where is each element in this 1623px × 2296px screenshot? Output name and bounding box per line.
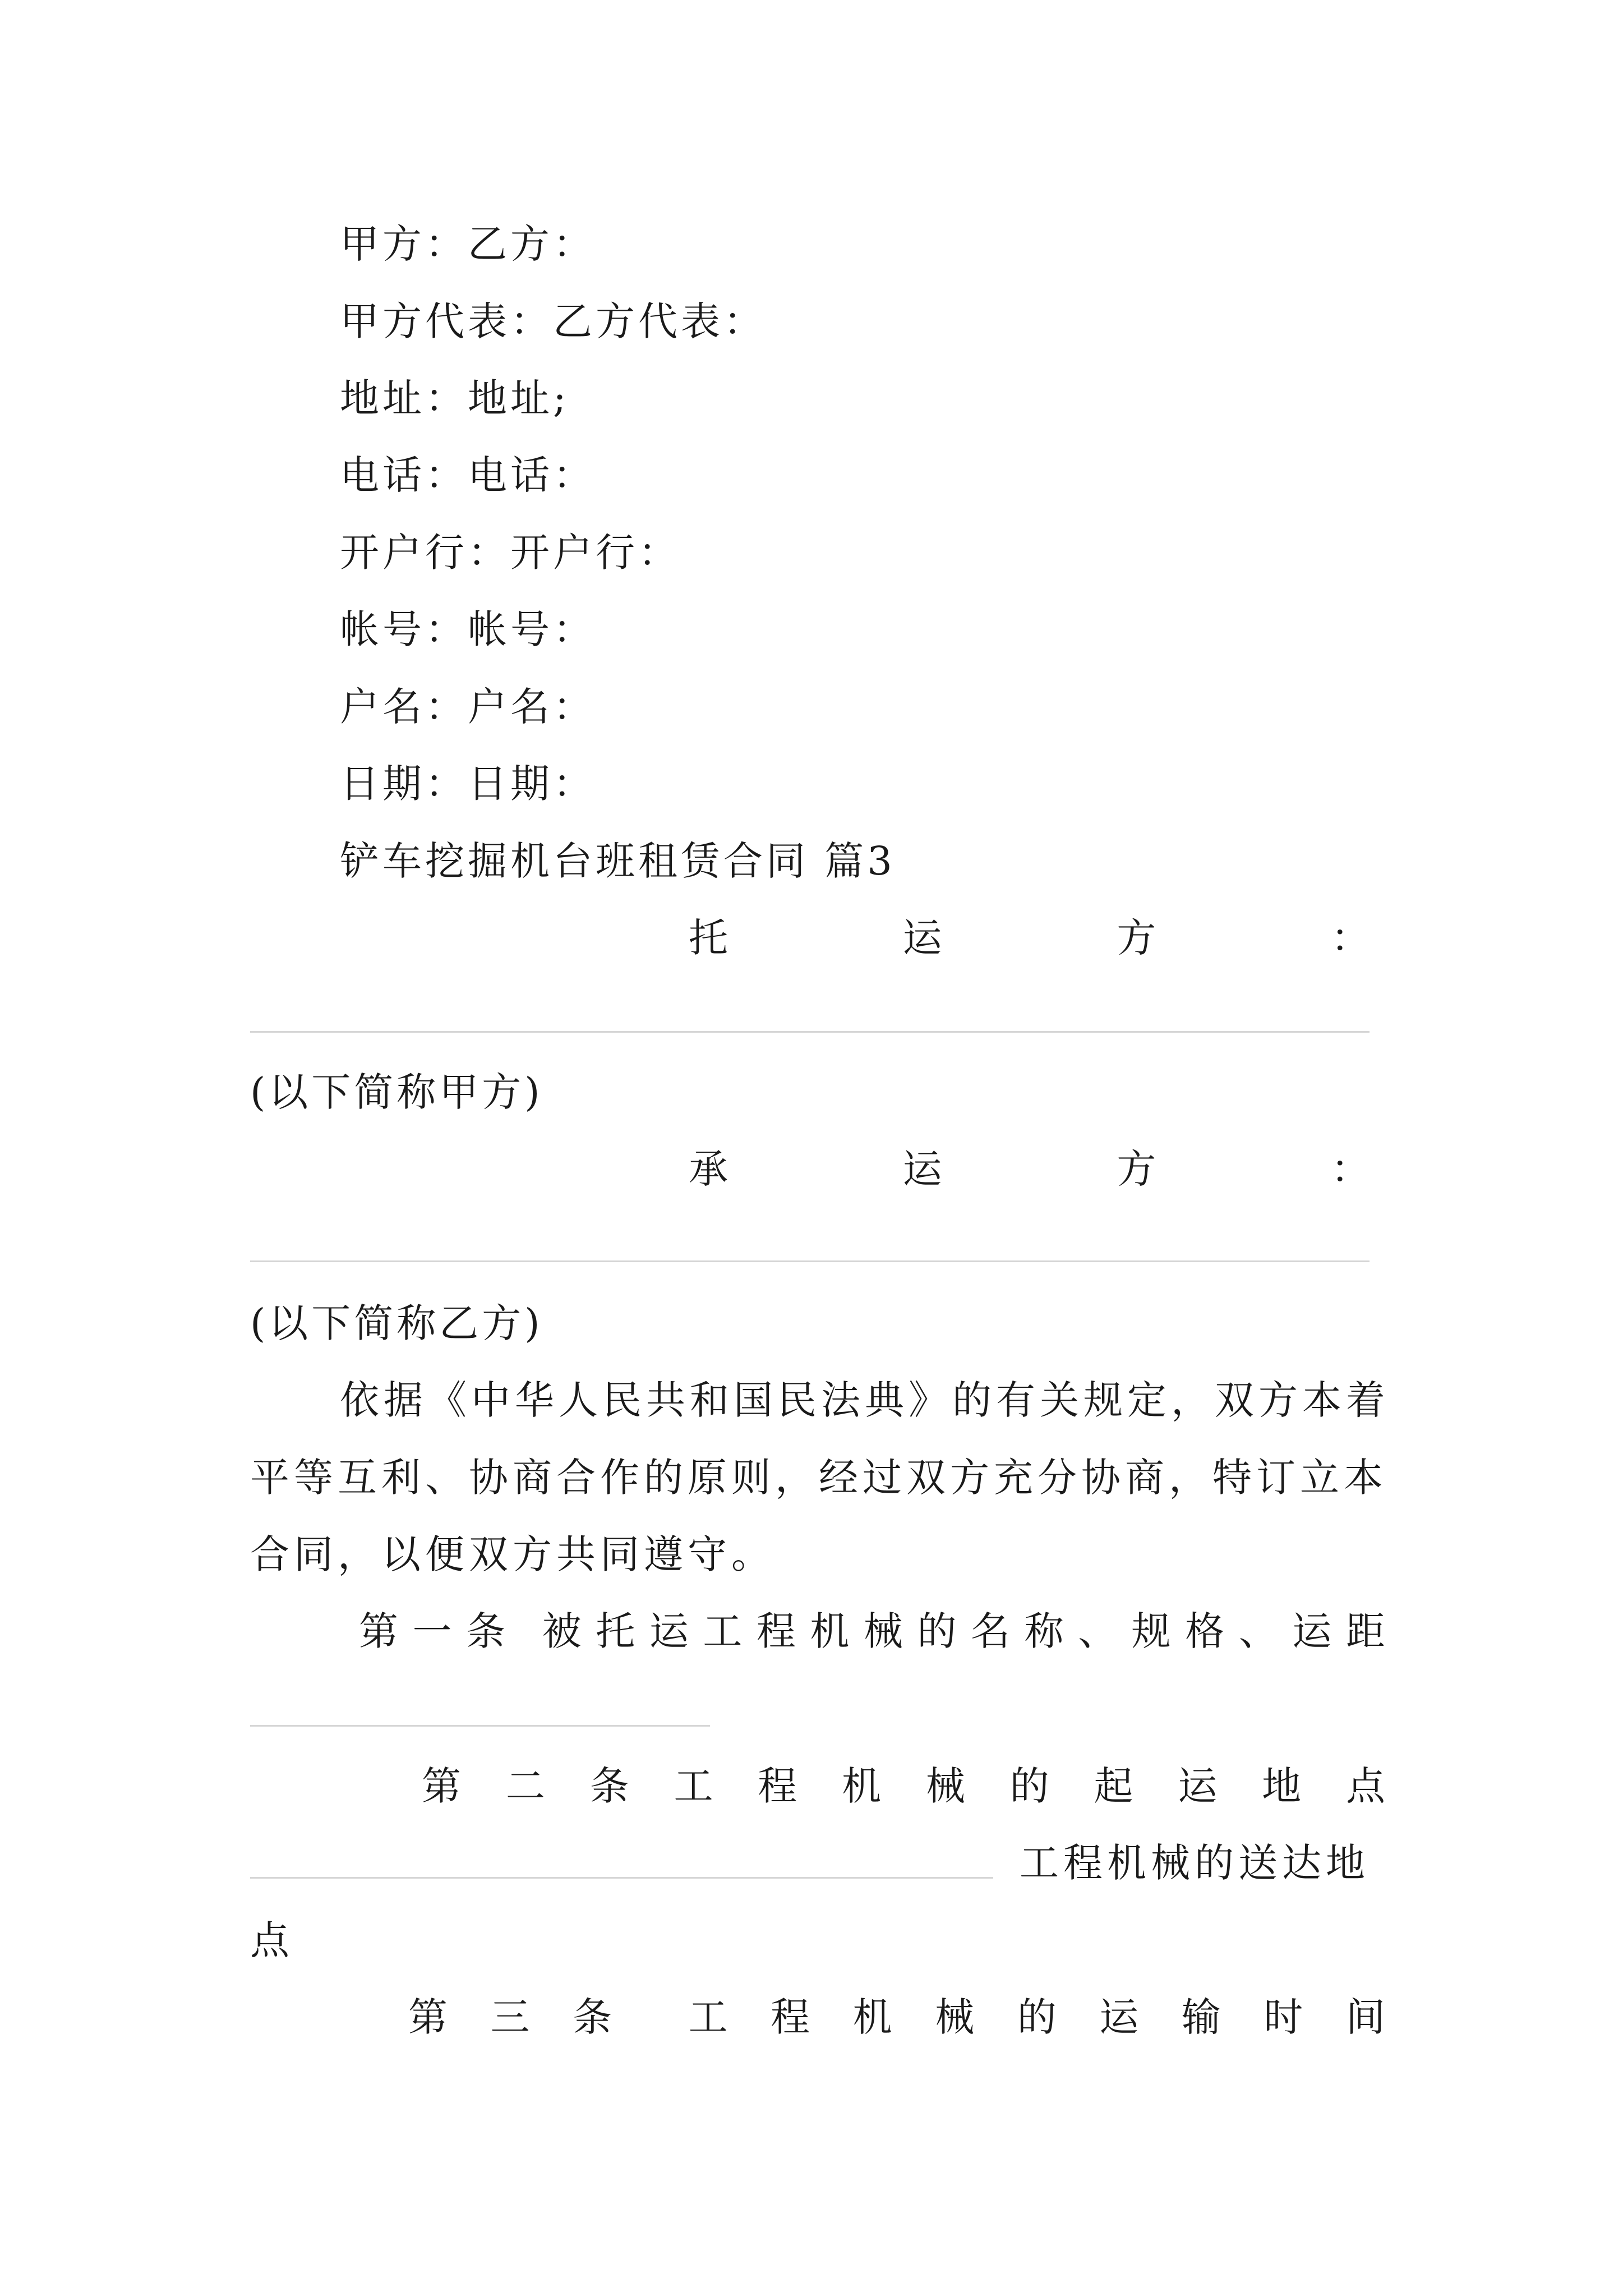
- consignor-label: [689, 910, 1370, 966]
- article-1-char: 托: [596, 1608, 635, 1654]
- article-1-blank-line: [250, 1725, 710, 1727]
- article-3-char: 械: [935, 1994, 975, 2040]
- article-1: [359, 1603, 1385, 1659]
- consignor-char: 方: [1117, 915, 1156, 961]
- consignor-blank-line: [250, 1031, 1370, 1033]
- article-2-char: 工: [674, 1763, 713, 1809]
- article-1-char: 程: [756, 1608, 796, 1654]
- carrier-char: ：: [1330, 1146, 1370, 1192]
- article-3-char: 三: [490, 1994, 530, 2040]
- consignor-note: (以下简称甲方): [250, 1069, 543, 1115]
- article-1-char: 第: [359, 1608, 398, 1654]
- article-1-char: 称: [1024, 1608, 1064, 1654]
- carrier-label: [689, 1141, 1370, 1197]
- article-1-char: 被: [542, 1608, 582, 1654]
- article-1-char: 运: [1292, 1608, 1332, 1654]
- consignor-char: 托: [689, 915, 728, 961]
- party-line: 甲方：乙方：: [340, 221, 596, 267]
- intro-line: 合同，以便双方共同遵守。: [250, 1531, 775, 1577]
- carrier-char: 运: [902, 1146, 942, 1192]
- carrier-note: (以下简称乙方): [250, 1300, 543, 1346]
- article-3-char: 工: [688, 1994, 728, 2040]
- article-1-char: 械: [863, 1608, 903, 1654]
- article-3-char: 运: [1099, 1994, 1139, 2040]
- party-line: 户名：户名：: [340, 684, 596, 730]
- party-line: 日期：日期：: [340, 761, 596, 807]
- article-1-char: 距: [1345, 1608, 1385, 1654]
- article-1-char: 运: [649, 1608, 689, 1654]
- article-1-char: 一: [412, 1608, 452, 1654]
- article-2-char: 地: [1262, 1763, 1302, 1809]
- article-2-char: 的: [1009, 1763, 1049, 1809]
- article-3-char: 的: [1017, 1994, 1057, 2040]
- article-1-char: 、: [1078, 1608, 1118, 1654]
- article-3-char: 输: [1181, 1994, 1221, 2040]
- article-2-char: 条: [589, 1763, 629, 1809]
- article-3-char: 程: [771, 1994, 810, 2040]
- party-line: 电话：电话：: [340, 452, 596, 498]
- intro-line: 平等互利、协商合作的原则，经过双方充分协商，特订立本: [250, 1455, 1387, 1501]
- article-2-char: 第: [422, 1763, 461, 1809]
- article-2-blank-line: [250, 1877, 993, 1879]
- article-1-char: 格: [1185, 1608, 1225, 1654]
- party-line: 地址：地址;: [340, 375, 570, 421]
- article-1-char: 规: [1131, 1608, 1171, 1654]
- article-3-char: 第: [408, 1994, 448, 2040]
- party-line: 帐号：帐号：: [340, 606, 596, 652]
- article-1-char: 机: [810, 1608, 850, 1654]
- article-3-char: 时: [1264, 1994, 1303, 2040]
- carrier-blank-line: [250, 1260, 1370, 1262]
- article-2-char: 起: [1094, 1763, 1133, 1809]
- article-2-char: 点: [1345, 1763, 1385, 1809]
- article-2-char: 程: [758, 1763, 797, 1809]
- section-title: 铲车挖掘机台班租赁合同 篇3: [340, 838, 896, 884]
- article-1-char: 条: [466, 1608, 506, 1654]
- article-3-char: 间: [1345, 1994, 1385, 2040]
- article-1-char: 的: [917, 1608, 957, 1654]
- consignor-char: ：: [1330, 915, 1370, 961]
- article-1-char: 名: [971, 1608, 1011, 1654]
- article-2-char: 机: [842, 1763, 882, 1809]
- article-2-char: 二: [505, 1763, 545, 1809]
- intro-line: 依据《中华人民共和国民法典》的有关规定，双方本着: [340, 1377, 1390, 1423]
- article-2: [422, 1758, 1385, 1814]
- article-2-tail: 工程机械的送达地: [1020, 1840, 1370, 1886]
- article-1-char: 、: [1238, 1608, 1278, 1654]
- article-3-char: 条: [573, 1994, 612, 2040]
- party-line: 甲方代表：乙方代表：: [340, 298, 766, 344]
- party-line: 开户行：开户行：: [340, 530, 681, 576]
- article-2-tail-2: 点: [250, 1917, 293, 1963]
- article-2-char: 运: [1178, 1763, 1218, 1809]
- article-2-char: 械: [925, 1763, 965, 1809]
- article-3-char: 机: [852, 1994, 892, 2040]
- article-3: [408, 1989, 1385, 2045]
- carrier-char: 方: [1117, 1146, 1156, 1192]
- carrier-char: 承: [689, 1146, 728, 1192]
- consignor-char: 运: [902, 915, 942, 961]
- article-1-char: 工: [703, 1608, 743, 1654]
